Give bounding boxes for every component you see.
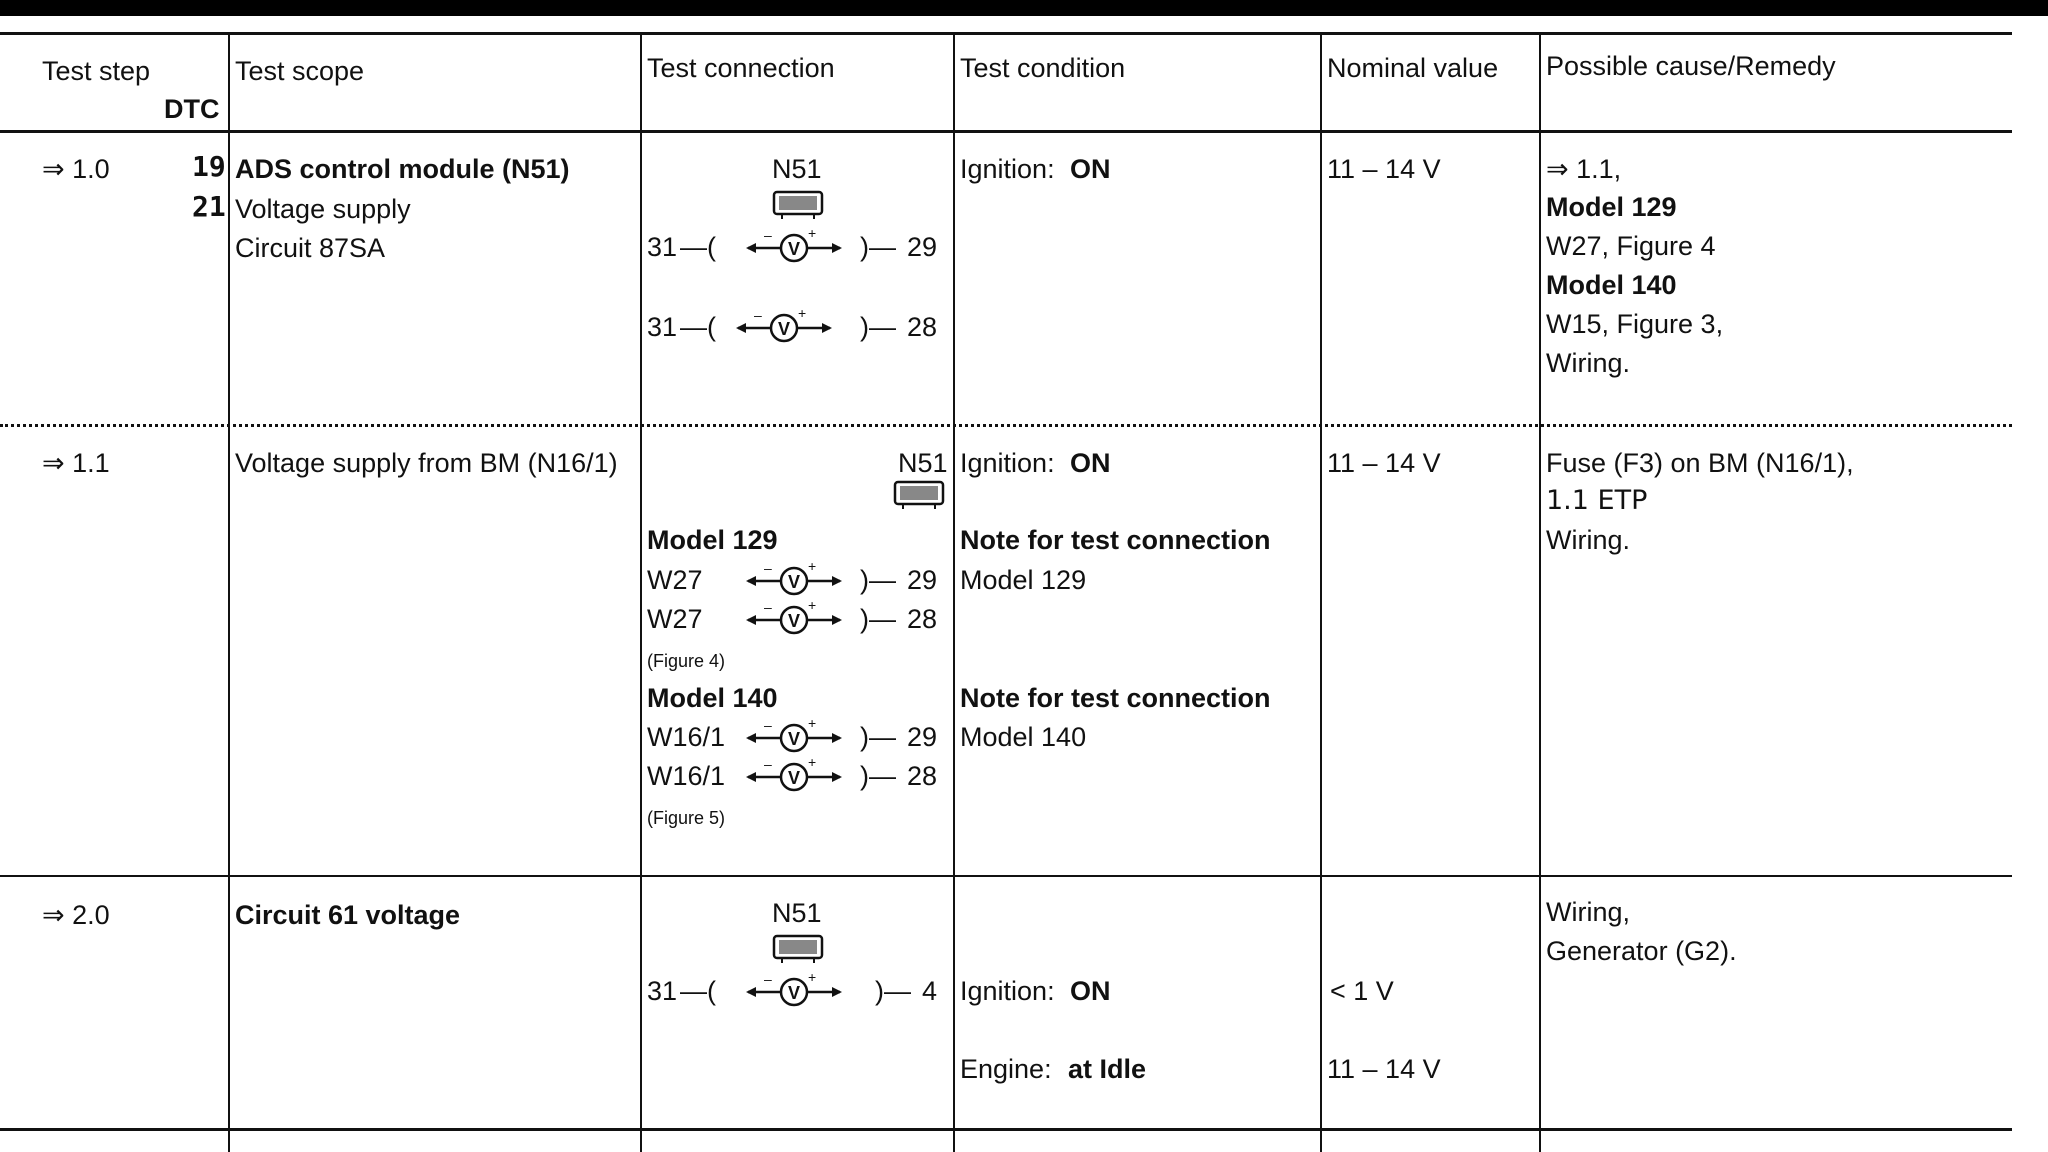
row1-nominal-value: 11 – 14 V <box>1327 154 1441 184</box>
column-divider-3 <box>953 33 955 1152</box>
svg-text:V: V <box>788 239 801 259</box>
row2-m129-line1-left: W27 <box>647 565 703 595</box>
row1-scope-line3: Circuit 87SA <box>235 233 386 263</box>
row1-remedy-line6: Wiring. <box>1546 348 1631 378</box>
row2-note129-model: Model 129 <box>960 565 1087 595</box>
connector-plug-icon <box>893 480 945 510</box>
column-divider-2 <box>640 33 642 1152</box>
row1-remedy-line3: W27, Figure 4 <box>1546 231 1716 261</box>
row1-line2-right-pin: 28 <box>907 312 938 342</box>
svg-text:V: V <box>788 611 801 631</box>
table-bottom-rule <box>0 1128 2012 1131</box>
row2-m140-line2-socket: )— <box>860 761 896 791</box>
row1-remedy-line5: W15, Figure 3, <box>1546 309 1724 339</box>
row-separator-rule <box>0 875 2012 877</box>
row3-module-label: N51 <box>772 898 822 928</box>
row2-m129-line2-socket: )— <box>860 604 896 634</box>
voltmeter-icon <box>744 716 844 756</box>
row1-line1-right-pin: 29 <box>907 232 938 262</box>
top-border-bar <box>0 0 2048 16</box>
row1-line2-left-pin: 31 <box>647 312 678 342</box>
svg-text:V: V <box>778 319 791 339</box>
row2-m140-line1-left: W16/1 <box>647 722 726 752</box>
row3-remedy-line2: Generator (G2). <box>1546 936 1737 966</box>
row1-line2-right-socket: )— <box>860 312 896 342</box>
row1-scope-title: ADS control module (N51) <box>235 154 570 184</box>
row3-nominal-value2: 11 – 14 V <box>1327 1054 1441 1084</box>
row1-test-step: ⇒ 1.0 <box>42 154 110 184</box>
svg-text:V: V <box>788 768 801 788</box>
row2-remedy-line2: 1.1 ETP <box>1546 485 1648 516</box>
svg-text:+: + <box>808 226 817 241</box>
svg-text:+: + <box>808 970 817 985</box>
row2-m140-line2-left: W16/1 <box>647 761 726 791</box>
row2-note140-model: Model 140 <box>960 722 1087 752</box>
svg-text:+: + <box>808 755 817 770</box>
row2-condition-value: ON <box>1070 448 1111 478</box>
svg-text:–: – <box>764 717 772 733</box>
row3-condition-label2: Engine: <box>960 1054 1052 1084</box>
svg-text:+: + <box>798 306 807 321</box>
row3-line1-right-pin: 4 <box>922 976 938 1006</box>
row2-remedy-line1: Fuse (F3) on BM (N16/1), <box>1546 448 1854 478</box>
row2-scope-title: Voltage supply from BM (N16/1) <box>235 448 618 478</box>
header-test-connection: Test connection <box>647 53 835 83</box>
row2-model129-label: Model 129 <box>647 525 778 555</box>
row2-m129-line2-left: W27 <box>647 604 703 634</box>
row1-line1-right-socket: )— <box>860 232 896 262</box>
row3-test-step: ⇒ 2.0 <box>42 900 110 930</box>
row-separator-dotted <box>0 424 2012 427</box>
row1-remedy-line1: ⇒ 1.1, <box>1546 154 1622 184</box>
row2-figure4-note: (Figure 4) <box>647 651 726 671</box>
row2-figure5-note: (Figure 5) <box>647 808 726 828</box>
row1-remedy-line4: Model 140 <box>1546 270 1677 300</box>
header-test-step: Test step <box>42 56 151 86</box>
row2-model140-label: Model 140 <box>647 683 778 713</box>
row3-line1-right-socket: )— <box>875 976 911 1006</box>
row1-condition-label: Ignition: <box>960 154 1055 184</box>
connector-plug-icon <box>772 934 824 964</box>
column-divider-1 <box>228 33 230 1152</box>
row3-nominal-value1: < 1 V <box>1330 976 1394 1006</box>
svg-text:–: – <box>754 307 762 323</box>
row3-line1-left-pin: 31 <box>647 976 678 1006</box>
row2-m129-line2-right: 28 <box>907 604 938 634</box>
svg-text:V: V <box>788 983 801 1003</box>
svg-text:–: – <box>764 756 772 772</box>
row2-module-label: N51 <box>898 448 948 478</box>
row2-note140-title: Note for test connection <box>960 683 1271 713</box>
row2-note129-title: Note for test connection <box>960 525 1271 555</box>
row2-remedy-line3: Wiring. <box>1546 525 1631 555</box>
column-divider-5 <box>1539 33 1541 1152</box>
row1-scope-line2: Voltage supply <box>235 194 411 224</box>
row3-condition-value1: ON <box>1070 976 1111 1006</box>
header-test-scope: Test scope <box>235 56 365 86</box>
row1-remedy-line2: Model 129 <box>1546 192 1677 222</box>
row1-line1-left-pin: 31 <box>647 232 678 262</box>
voltmeter-icon <box>744 226 844 266</box>
row2-test-step: ⇒ 1.1 <box>42 448 110 478</box>
header-dtc: DTC <box>164 94 220 124</box>
row3-condition-value2: at Idle <box>1068 1054 1147 1084</box>
row1-line1-left-socket: —( <box>680 232 716 262</box>
row2-m140-line1-right: 29 <box>907 722 938 752</box>
row1-dtc-19: 19 <box>192 150 226 183</box>
column-divider-4 <box>1320 33 1322 1152</box>
row2-condition-label: Ignition: <box>960 448 1055 478</box>
row2-m140-line1-socket: )— <box>860 722 896 752</box>
voltmeter-icon <box>734 306 834 346</box>
row1-condition-value: ON <box>1070 154 1111 184</box>
header-top-rule <box>0 32 2012 35</box>
row2-m129-line1-socket: )— <box>860 565 896 595</box>
header-possible-cause: Possible cause/Remedy <box>1546 51 1836 81</box>
header-test-condition: Test condition <box>960 53 1126 83</box>
header-bottom-rule <box>0 130 2012 133</box>
row2-m129-line1-right: 29 <box>907 565 938 595</box>
connector-plug-icon <box>772 190 824 220</box>
svg-text:+: + <box>808 716 817 731</box>
row3-scope-title: Circuit 61 voltage <box>235 900 461 930</box>
voltmeter-icon <box>744 755 844 795</box>
row1-dtc-21: 21 <box>192 190 226 223</box>
header-nominal-value: Nominal value <box>1327 53 1499 83</box>
svg-text:+: + <box>808 598 817 613</box>
svg-text:–: – <box>764 560 772 576</box>
row2-m140-line2-right: 28 <box>907 761 938 791</box>
row1-line2-left-socket: —( <box>680 312 716 342</box>
svg-text:–: – <box>764 599 772 615</box>
row3-line1-left-socket: —( <box>680 976 716 1006</box>
row2-nominal-value: 11 – 14 V <box>1327 448 1441 478</box>
row1-module-label: N51 <box>772 154 822 184</box>
svg-text:+: + <box>808 559 817 574</box>
voltmeter-icon <box>744 598 844 638</box>
voltmeter-icon <box>744 970 844 1010</box>
row3-condition-label1: Ignition: <box>960 976 1055 1006</box>
svg-text:V: V <box>788 572 801 592</box>
svg-text:V: V <box>788 729 801 749</box>
row3-remedy-line1: Wiring, <box>1546 897 1631 927</box>
svg-text:–: – <box>764 971 772 987</box>
voltmeter-icon <box>744 559 844 599</box>
svg-text:–: – <box>764 227 772 243</box>
